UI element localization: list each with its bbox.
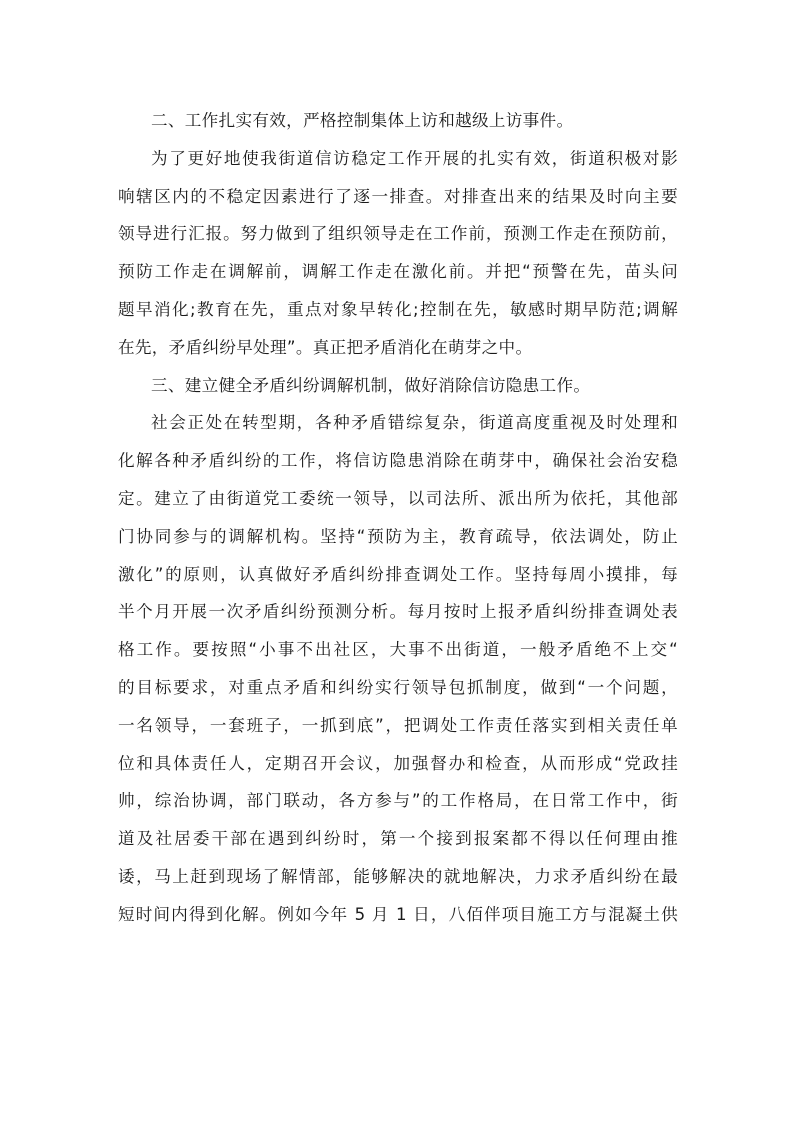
paragraph-line: 化解各种矛盾纠纷的工作，将信访隐患消除在萌芽中，确保社会治安稳	[118, 451, 678, 471]
paragraph-line: 半个月开展一次矛盾纠纷预测分析。每月按时上报矛盾纠纷排查调处表	[118, 602, 678, 622]
paragraph-line: 为了更好地使我街道信访稳定工作开展的扎实有效，街道积极对影	[151, 148, 678, 168]
paragraph-line: 帅，综治协调，部门联动，各方参与”的工作格局，在日常工作中，街	[118, 791, 678, 811]
paragraph-line: 诿，马上赶到现场了解情部，能够解决的就地解决，力求矛盾纠纷在最	[118, 866, 678, 886]
paragraph-line: 领导进行汇报。努力做到了组织领导走在工作前，预测工作走在预防前，	[118, 224, 678, 244]
paragraph-line: 格工作。要按照“小事不出社区，大事不出街道，一般矛盾绝不上交“	[118, 640, 678, 660]
section-heading-2: 二、工作扎实有效，严格控制集体上访和越级上访事件。	[151, 111, 574, 130]
paragraph-line: 门协同参与的调解机构。坚持“预防为主，教育疏导，依法调处，防止	[118, 526, 678, 546]
paragraph-line: 激化”的原则，认真做好矛盾纠纷排查调处工作。坚持每周小摸排，每	[118, 564, 678, 584]
paragraph-line: 社会正处在转型期，各种矛盾错综复杂，街道高度重视及时处理和	[151, 413, 678, 433]
paragraph-line: 道及社居委干部在遇到纠纷时，第一个接到报案都不得以任何理由推	[118, 829, 678, 849]
section-heading-3: 三、建立健全矛盾纠纷调解机制，做好消除信访隐患工作。	[151, 375, 591, 395]
paragraph-line: 短时间内得到化解。例如今年 5 月 1 日，八佰伴项目施工方与混凝土供	[118, 904, 678, 924]
paragraph-line: 位和具体责任人，定期召开会议，加强督办和检查，从而形成“党政挂	[118, 753, 678, 773]
paragraph-line: 一名领导，一套班子，一抓到底”，把调处工作责任落实到相关责任单	[118, 715, 678, 735]
paragraph-line: 的目标要求，对重点矛盾和纠纷实行领导包抓制度，做到“一个问题，	[118, 677, 678, 697]
paragraph-line: 题早消化;教育在先，重点对象早转化;控制在先，敏感时期早防范;调解	[118, 299, 678, 319]
paragraph-line: 响辖区内的不稳定因素进行了逐一排查。对排查出来的结果及时向主要	[118, 186, 678, 206]
paragraph-line: 定。建立了由街道党工委统一领导，以司法所、派出所为依托，其他部	[118, 488, 678, 508]
paragraph-line: 在先，矛盾纠纷早处理”。真正把矛盾消化在萌芽之中。	[118, 337, 533, 357]
paragraph-line: 预防工作走在调解前，调解工作走在激化前。并把“预警在先，苗头问	[118, 262, 678, 282]
document-body	[118, 102, 678, 934]
